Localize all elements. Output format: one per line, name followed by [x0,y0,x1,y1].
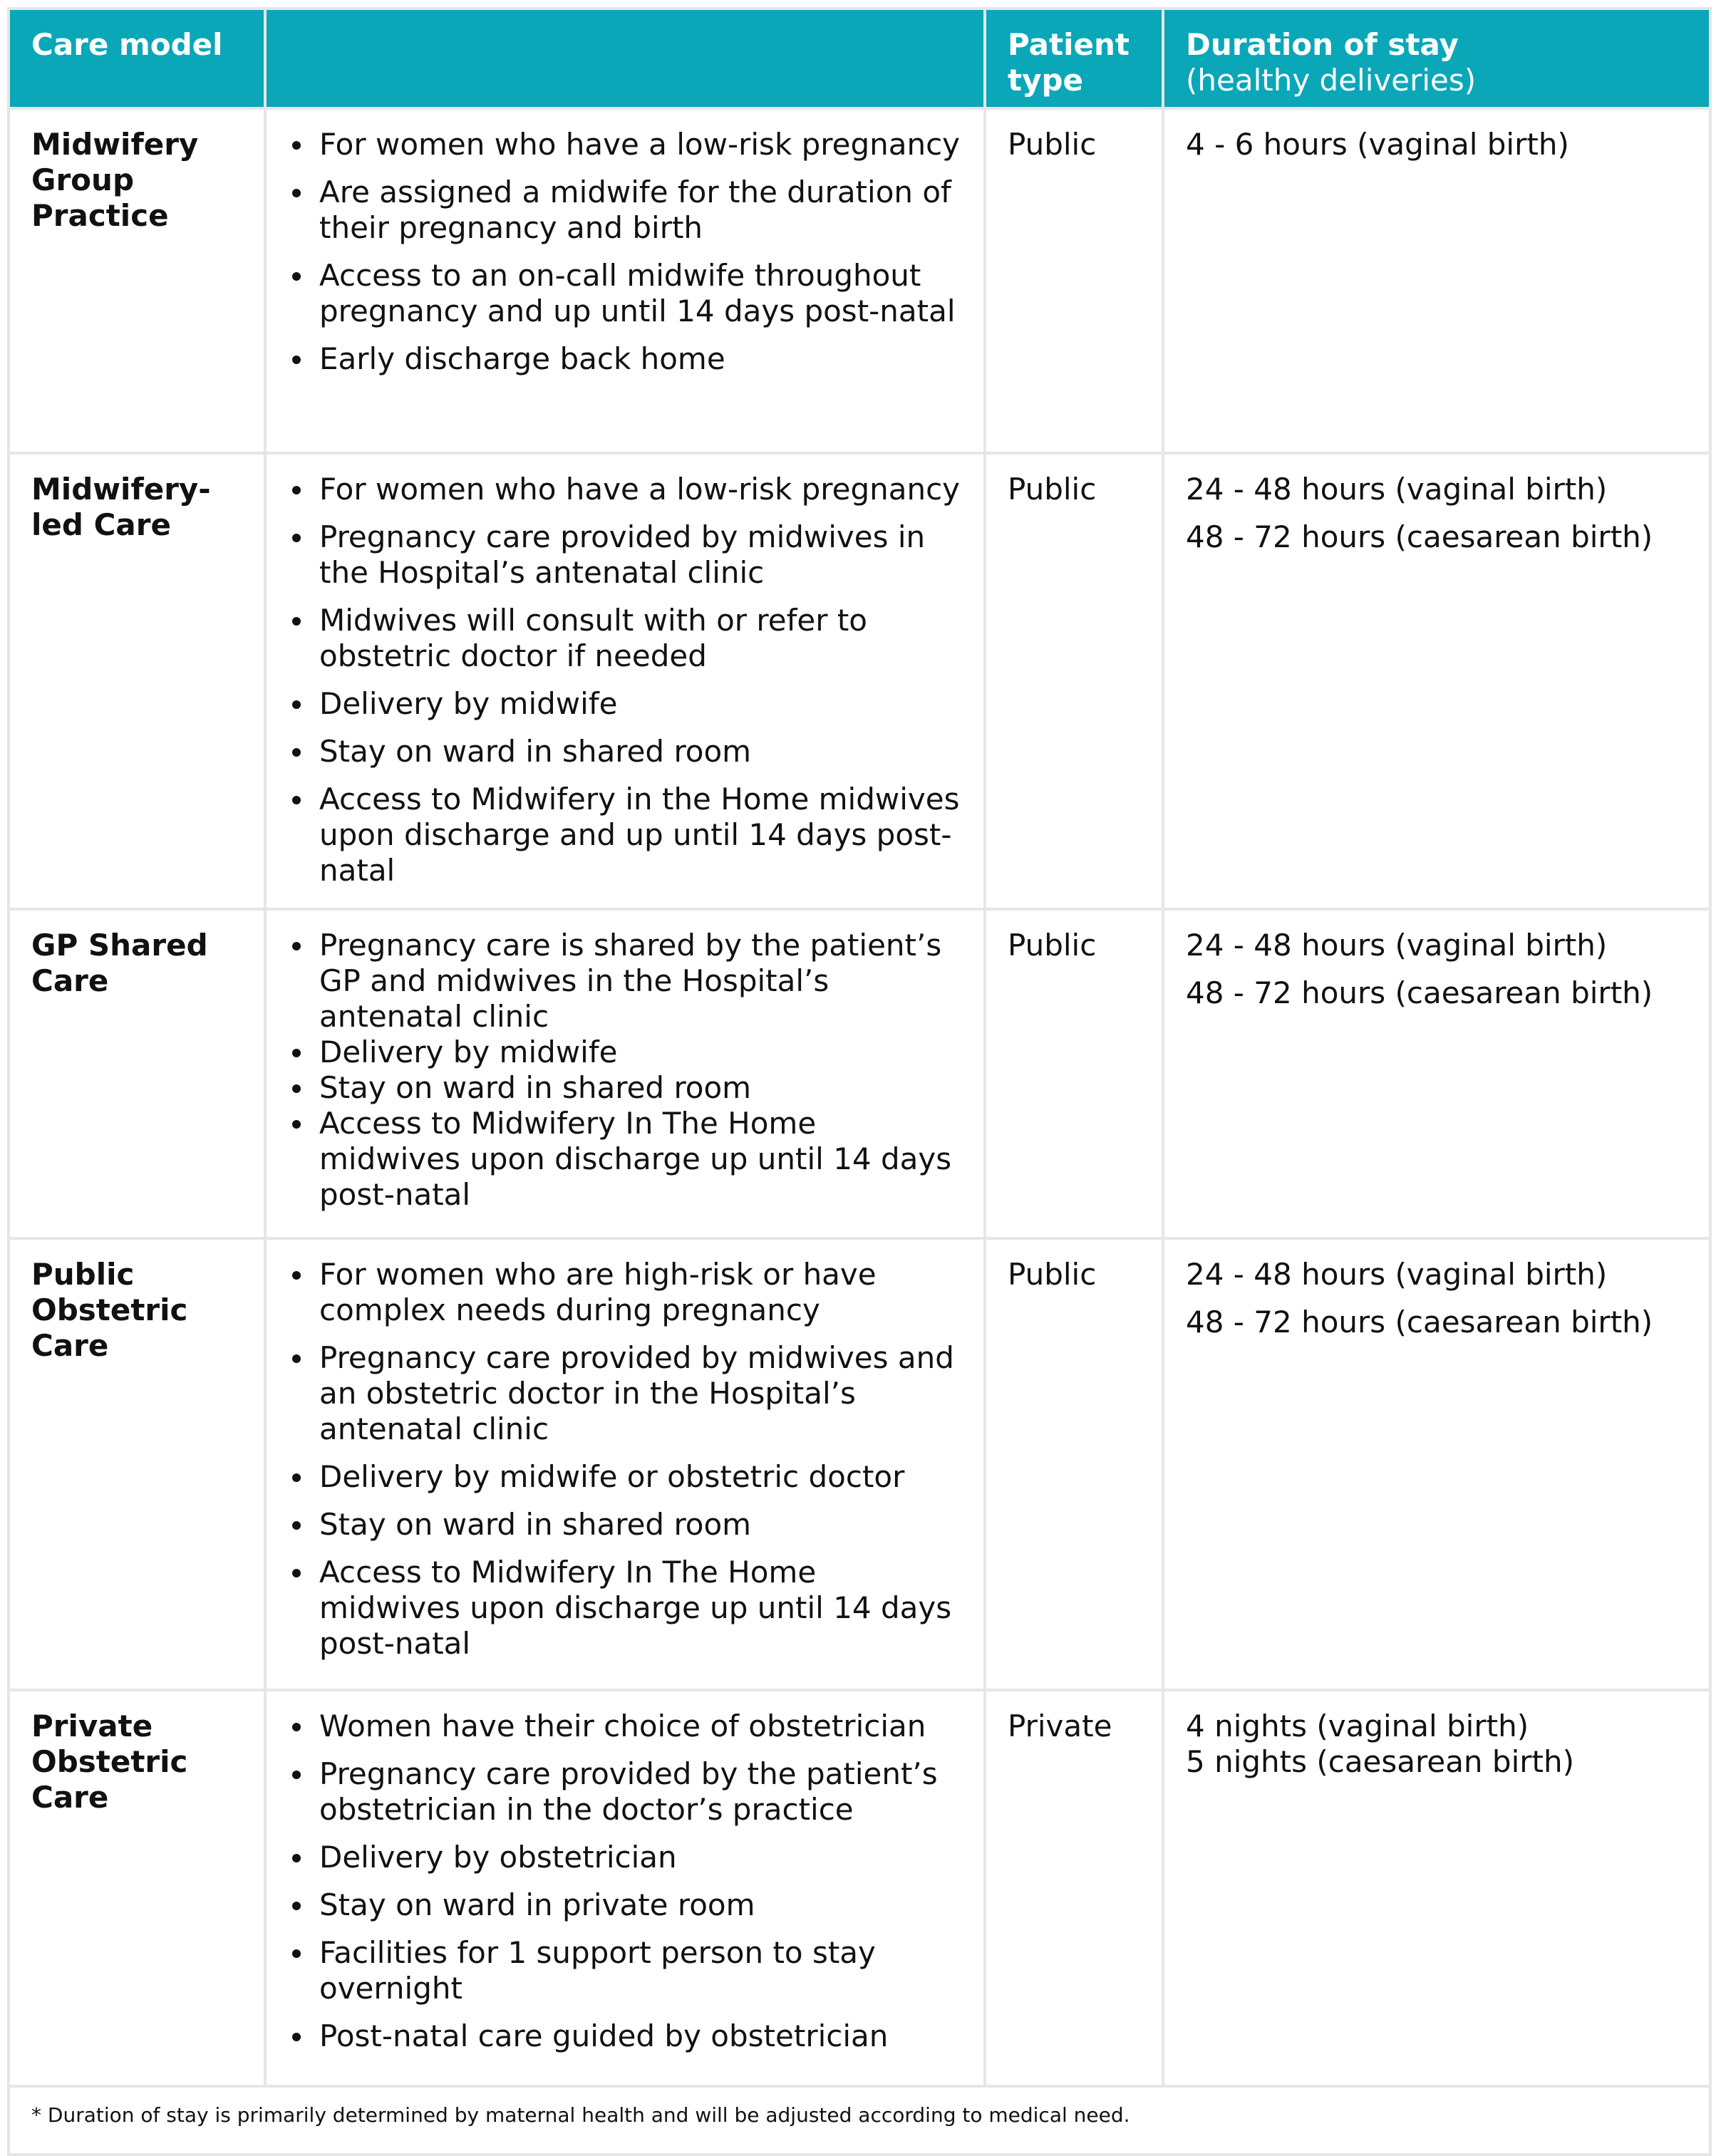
duration-line: 48 - 72 hours (caesarean birth) [1186,519,1653,554]
list-item: For women who have a low-risk pregnancy [288,127,962,162]
header-care-model: Care model [9,9,265,108]
list-item: Pregnancy care provided by midwives and an obstetric doctor in the Hospital’s antenatal clinic [288,1340,962,1447]
list-item: Access to an on-call midwife throughout pregnancy and up until 14 days post-natal [288,258,962,329]
care-features [265,909,985,1238]
table-row [9,108,1710,453]
duration-of-stay [1163,453,1710,909]
care-model-name: Midwifery Group Practice [9,108,265,453]
duration-line: 48 - 72 hours (caesarean birth) [1186,975,1653,1010]
list-item: Stay on ward in shared room [288,734,962,769]
care-features [265,453,985,909]
care-model-name: Private Obstetric Care [9,1690,265,2086]
list-item: For women who are high-risk or have complex needs during pregnancy [288,1257,962,1328]
list-item: Delivery by obstetrician [288,1840,962,1875]
header-duration-subtitle: (healthy deliveries) [1186,63,1477,98]
list-item: Women have their choice of obstetrician [288,1709,962,1744]
patient-type: Public [985,909,1163,1238]
duration-line: 4 - 6 hours (vaginal birth) [1186,127,1569,162]
patient-type: Public [985,453,1163,909]
duration-of-stay [1163,1238,1710,1690]
feature-list [288,928,962,1213]
care-models-table [7,7,1712,2156]
list-item: Pregnancy care provided by the patient’s obstetrician in the doctor’s practice [288,1756,962,1828]
header-duration-title: Duration of stay [1186,27,1459,62]
footnote: * Duration of stay is primarily determined by maternal health and will be adjusted according to medical need. [9,2086,1710,2155]
list-item: Delivery by midwife or obstetric doctor [288,1459,962,1495]
duration-line: 24 - 48 hours (vaginal birth) [1186,472,1608,507]
list-item: Post-natal care guided by obstetrician [288,2018,962,2054]
care-model-name: GP Shared Care [9,909,265,1238]
care-models-table-frame [7,7,1709,2128]
list-item: Access to Midwifery in the Home midwives upon discharge and up until 14 days post-natal [288,782,962,888]
list-item: Access to Midwifery In The Home midwives upon discharge up until 14 days post-natal [288,1555,962,1662]
duration-of-stay [1163,1690,1710,2086]
list-item: Stay on ward in shared room [288,1507,962,1543]
feature-list [288,1709,962,2054]
list-item: Facilities for 1 support person to stay overnight [288,1935,962,2006]
header-description [265,9,985,108]
care-features [265,1238,985,1690]
duration-line: 24 - 48 hours (vaginal birth) [1186,928,1608,963]
duration-of-stay [1163,108,1710,453]
table-row [9,453,1710,909]
care-features [265,1690,985,2086]
list-item: Pregnancy care is shared by the patient’s GP and midwives in the Hospital’s antenatal clinic [288,928,962,1035]
care-model-name: Public Obstetric Care [9,1238,265,1690]
list-item: Early discharge back home [288,341,962,377]
patient-type: Public [985,108,1163,453]
footnote-row [9,2086,1710,2155]
list-item: Stay on ward in private room [288,1887,962,1923]
feature-list [288,472,962,888]
patient-type: Private [985,1690,1163,2086]
header-duration [1163,9,1710,108]
list-item: For women who have a low-risk pregnancy [288,472,962,507]
table-row [9,1238,1710,1690]
patient-type: Public [985,1238,1163,1690]
duration-of-stay [1163,909,1710,1238]
feature-list [288,127,962,377]
table-row [9,1690,1710,2086]
list-item: Delivery by midwife [288,1035,962,1070]
list-item: Midwives will consult with or refer to obstetric doctor if needed [288,603,962,674]
table-body [9,108,1710,2086]
list-item: Stay on ward in shared room [288,1070,962,1106]
list-item: Pregnancy care provided by midwives in the Hospital’s antenatal clinic [288,519,962,591]
care-features [265,108,985,453]
list-item: Delivery by midwife [288,686,962,722]
list-item: Access to Midwifery In The Home midwives upon discharge up until 14 days post-natal [288,1106,962,1213]
header-patient-type: Patient type [985,9,1163,108]
list-item: Are assigned a midwife for the duration of their pregnancy and birth [288,175,962,246]
duration-line: 48 - 72 hours (caesarean birth) [1186,1305,1653,1339]
duration-line: 4 nights (vaginal birth) [1186,1709,1529,1743]
duration-line: 5 nights (caesarean birth) [1186,1744,1574,1779]
care-model-name: Midwifery-led Care [9,453,265,909]
feature-list [288,1257,962,1662]
duration-line: 24 - 48 hours (vaginal birth) [1186,1257,1608,1292]
table-header-row [9,9,1710,108]
table-row [9,909,1710,1238]
